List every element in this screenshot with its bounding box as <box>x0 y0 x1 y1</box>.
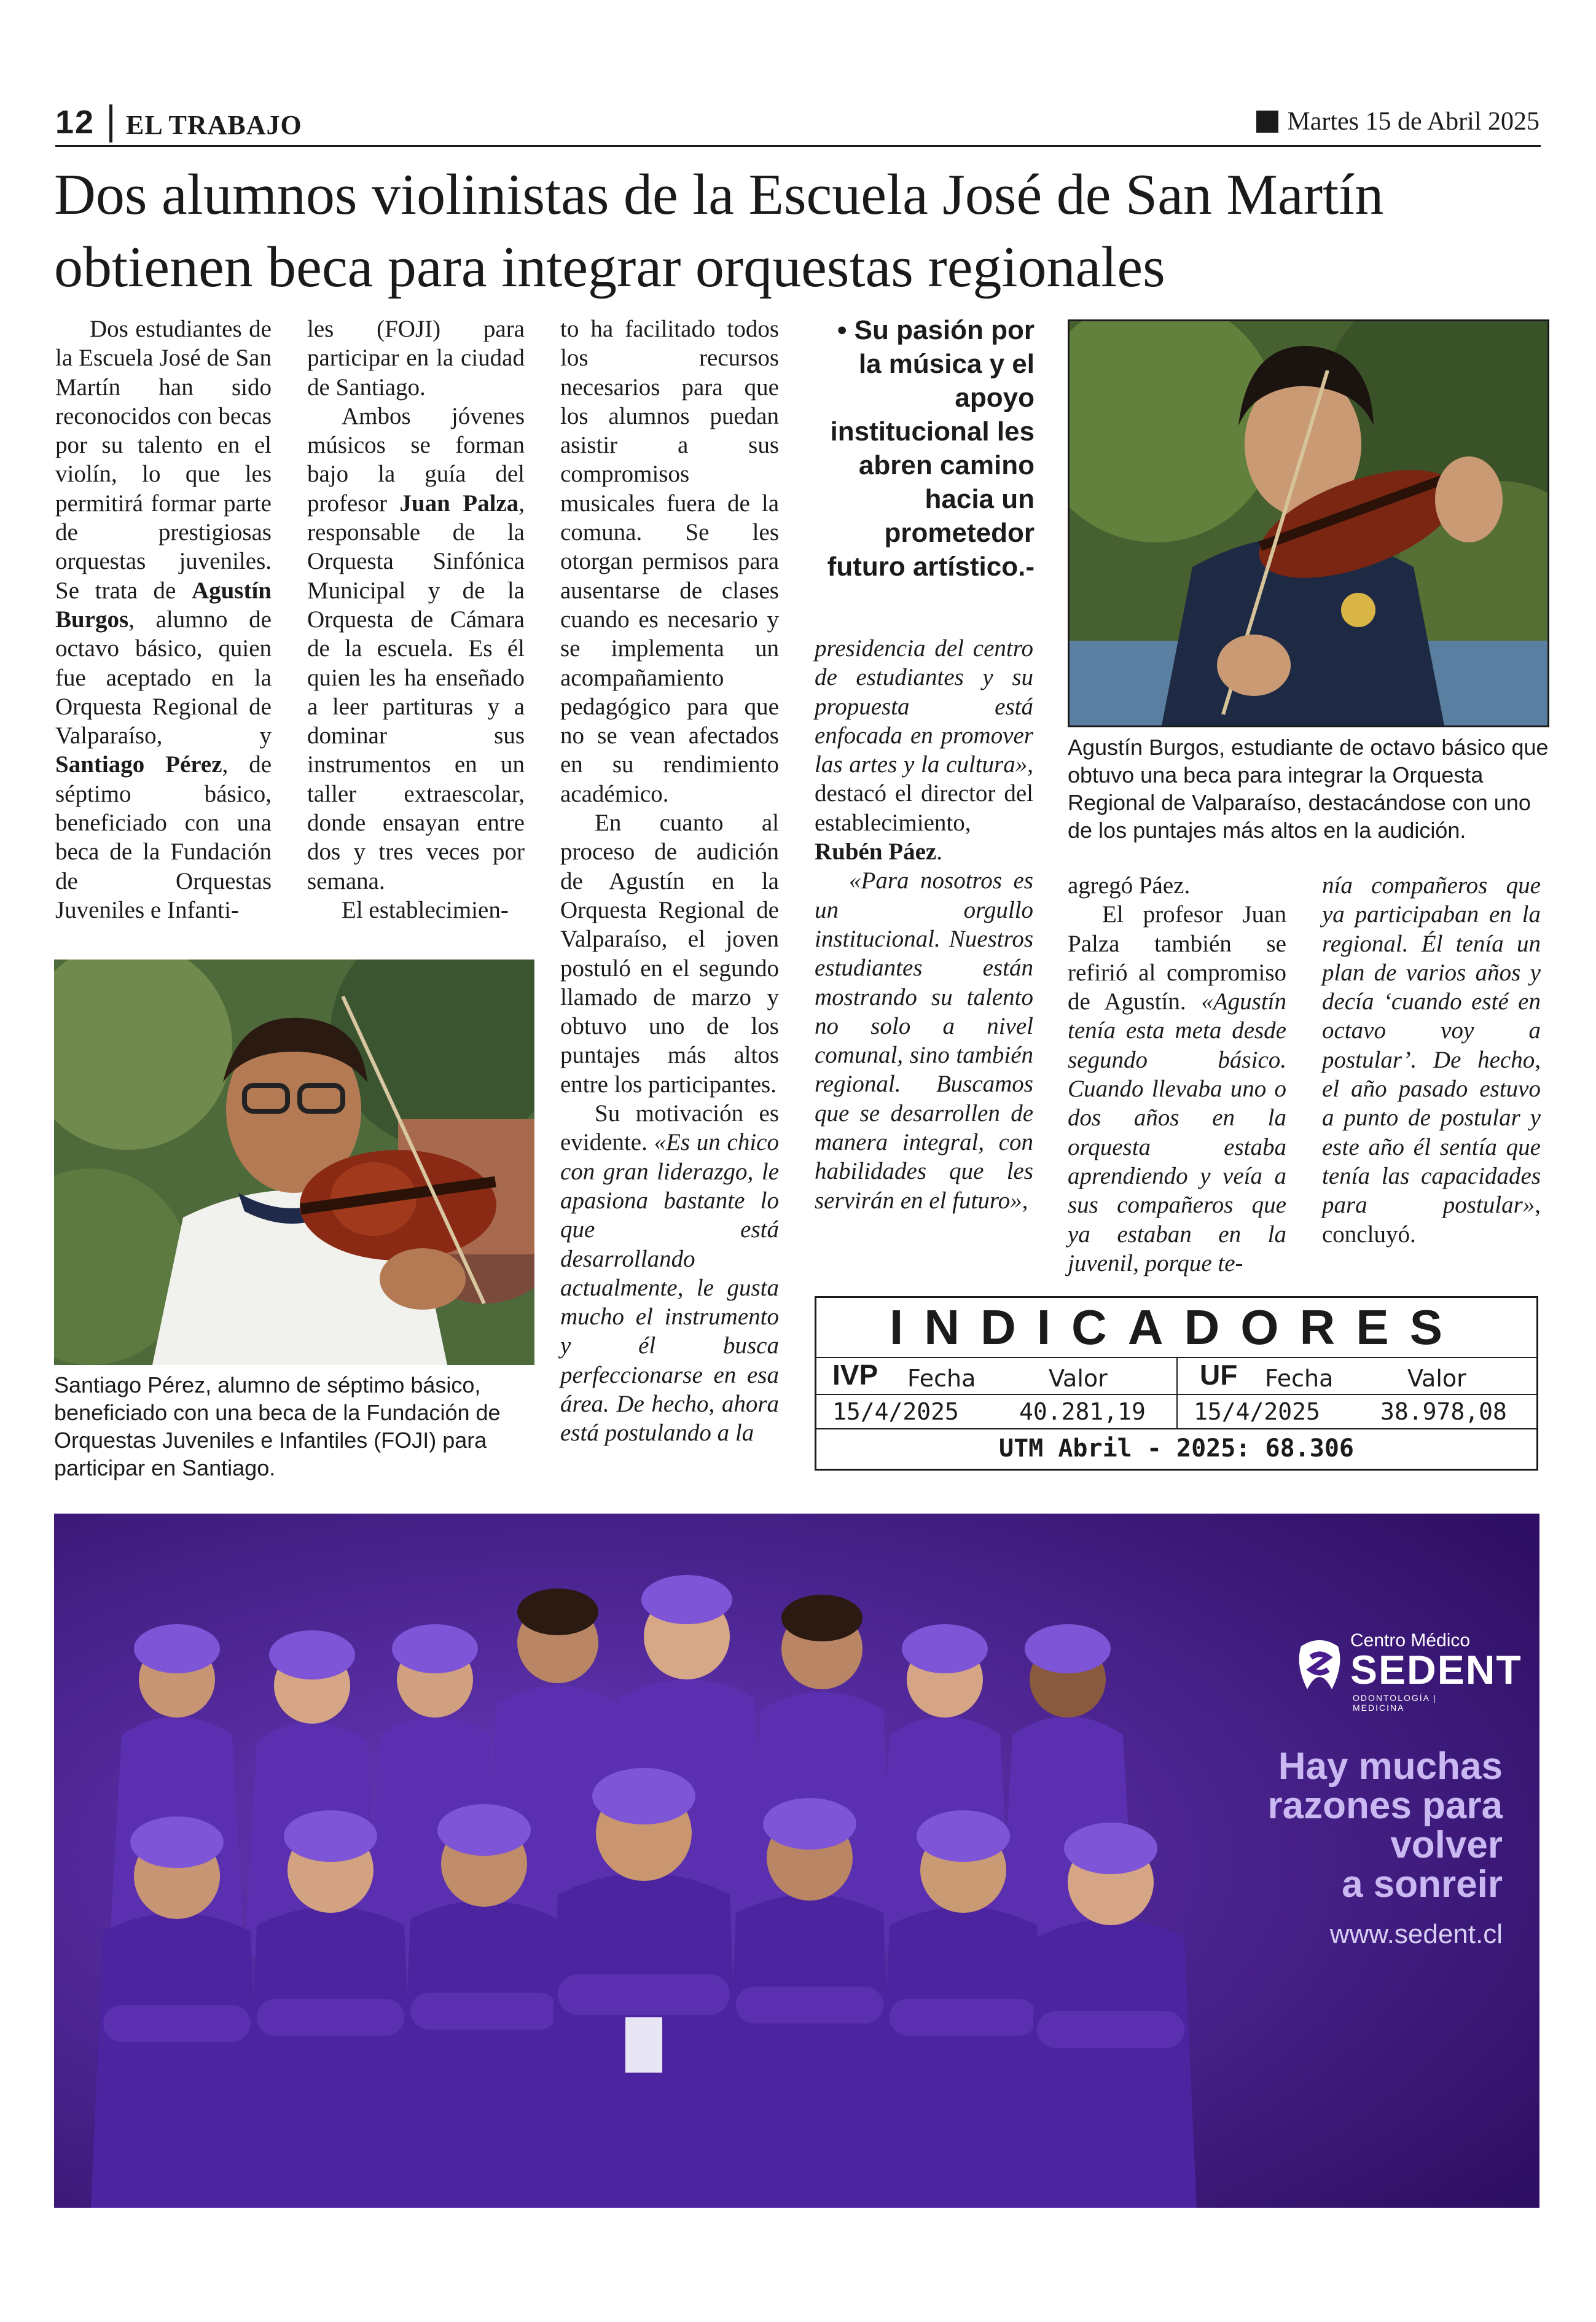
director-name: Rubén Páez <box>815 838 937 866</box>
indicadores-rule <box>816 1428 1536 1429</box>
article-column-2 <box>307 315 525 925</box>
quote-text: «Es un chico con gran liderazgo, le apasiona bastante lo que está desarrollando actualmente, le gusta mucho el instrumento y él busca perfeccionarse en esa área. De hecho, ahora está postulando a la <box>560 1129 779 1447</box>
article-text: , destacó el director del establecimiento, <box>815 751 1033 836</box>
ad-slogan-line: razones para <box>1267 1784 1503 1827</box>
ivp-label: IVP <box>832 1359 878 1391</box>
ad-slogan <box>1267 1747 1503 1904</box>
ivp-valor-header: Valor <box>1049 1365 1108 1392</box>
article-text: , alumno de octavo básico, quien fue aceptado en la Orquesta Regional de Valparaíso, y <box>55 606 272 749</box>
ivp-fecha-header: Fecha <box>907 1365 976 1392</box>
header-rule <box>55 145 1541 147</box>
ad-url[interactable]: www.sedent.cl <box>1329 1919 1503 1949</box>
article-column-4 <box>815 634 1033 1215</box>
article-text: El profesor Juan Palza también se refirió al compromiso de Agustín. <box>1068 901 1286 1015</box>
header-divider <box>109 104 112 143</box>
sedent-tooth-icon <box>1289 1634 1350 1695</box>
uf-label: UF <box>1200 1359 1238 1391</box>
teacher-name: Juan Palza <box>399 490 519 517</box>
photo-santiago-caption: Santiago Pérez, alumno de séptimo básico, beneficiado con una beca de la Fundación de Orquestas Juveniles e Infantiles (FOJI) para participar en Santiago. <box>54 1372 501 1480</box>
article-text: Dos estudiantes de la Escuela José de San Martín han sido reconocidos con becas por su talento en el violín, lo que les permitirá formar parte de prestigiosas orquestas juveniles. Se trata de <box>55 316 272 604</box>
utm-value: UTM Abril - 2025: 68.306 <box>999 1434 1354 1463</box>
article-column-5 <box>1068 871 1286 1278</box>
uf-fecha-header: Fecha <box>1265 1365 1334 1392</box>
article-text: En cuanto al proceso de audición de Agustín en la Orquesta Regional de Valparaíso, el joven postuló en el segundo llamado de marzo y obtuvo uno de los puntajes más altos entre los participantes. <box>560 810 779 1098</box>
photo-agustin-caption: Agustín Burgos, estudiante de octavo básico que obtuvo una beca para integrar la Orquesta Regional de Valparaíso, destacándose con uno de los puntajes más altos en la audición. <box>1068 735 1549 843</box>
uf-valor: 38.978,08 <box>1380 1398 1507 1425</box>
article-text: les (FOJI) para participar en la ciudad de Santiago. <box>307 316 525 401</box>
uf-fecha: 15/4/2025 <box>1194 1398 1320 1425</box>
issue-date-text: Martes 15 de Abril 2025 <box>1287 108 1539 136</box>
article-column-3 <box>560 315 779 1448</box>
article-text: , responsable de la Orquesta Sinfónica Municipal y de la Orquesta de Cámara de la escuela. Es él quien les ha enseñado a leer partituras y a dominar sus instrumentos en un taller extraescolar, donde ensayan entre dos y tres veces por semana. <box>307 490 525 894</box>
article-text: El establecimien- <box>342 896 509 923</box>
brand-small: Centro Médico <box>1350 1630 1471 1651</box>
sedent-advertisement[interactable] <box>54 1514 1539 2208</box>
ivp-valor: 40.281,19 <box>1019 1398 1146 1425</box>
article-text: agregó Páez. <box>1068 872 1191 899</box>
brand-name: SEDENT <box>1350 1647 1522 1692</box>
ivp-fecha: 15/4/2025 <box>832 1398 959 1425</box>
sedent-logo <box>1289 1630 1522 1713</box>
publication-name: EL TRABAJO <box>126 110 302 140</box>
photo-santiago <box>54 960 534 1365</box>
quote-text: «Agustín tenía esta meta desde segundo básico. Cuando llevaba uno o dos años en la orquesta estaba aprendiendo y veía a sus compañeros que ya estaban en la juvenil, porque te- <box>1068 988 1286 1276</box>
pull-quote: • Su pasión por la música y el apoyo institucional les abren camino hacia un prometedor futuro artístico.- <box>827 315 1035 582</box>
brand-sub: ODONTOLOGÍA | MEDICINA <box>1353 1693 1437 1713</box>
article-text: Su motivación es evidente. <box>560 1100 779 1156</box>
article-text: to ha facilitado todos los recursos necesarios para que los alumnos puedan asistir a sus compromisos musicales fuera de la comuna. Se les otorgan permisos para ausentarse de clases cuando es necesario y se implementa un acompañamiento pedagógico para que no se vean afectados en su rendimiento académico. <box>560 316 779 807</box>
uf-valor-header: Valor <box>1407 1365 1466 1392</box>
page-number: 12 <box>55 104 95 141</box>
indicadores-rule <box>816 1394 1536 1395</box>
square-bullet-icon <box>1256 111 1278 133</box>
ad-slogan-line: a sonreir <box>1342 1863 1503 1906</box>
headline: Dos alumnos violinistas de la Escuela José de San Martín obtienen beca para integrar orquestas regionales <box>54 163 1384 299</box>
article-column-6 <box>1322 871 1541 1249</box>
indicadores-title: INDICADORES <box>889 1300 1464 1354</box>
student-name: Agustín Burgos <box>55 577 272 633</box>
ad-slogan-line: Hay muchas <box>1278 1745 1503 1788</box>
article-text: Ambos jóvenes músicos se forman bajo la guía del profesor <box>307 402 525 517</box>
quote-text: presidencia del centro de estudiantes y su propuesta está enfocada en promover las artes y la cultura» <box>815 635 1033 778</box>
article-text: , de séptimo básico, beneficiado con una beca de la Fundación de Orquestas Juveniles e Infanti- <box>55 751 272 923</box>
article-column-1 <box>55 315 272 925</box>
issue-date <box>1256 107 1539 136</box>
photo-agustin <box>1068 319 1549 727</box>
ad-slogan-line: volver <box>1390 1824 1503 1866</box>
article-text: . <box>936 838 942 866</box>
article-text: , concluyó. <box>1322 1192 1541 1248</box>
quote-text: «Para nosotros es un orgullo institucional. Nuestros estudiantes están mostrando su talento no solo a nivel comunal, sino también regional. Buscamos que se desarrollen de manera integral, con habilidades que les servirán en el futuro», <box>815 867 1033 1214</box>
quote-text: nía compañeros que ya participaban en la regional. Él tenía un plan de varios años y decía ‘cuando esté en octavo voy a postular’. De hecho, el año pasado estuvo a punto de postular y este año él sentía que tenía las capacidades para postular» <box>1322 872 1541 1219</box>
student-name: Santiago Pérez <box>55 751 222 778</box>
indicadores-box <box>815 1296 1538 1471</box>
